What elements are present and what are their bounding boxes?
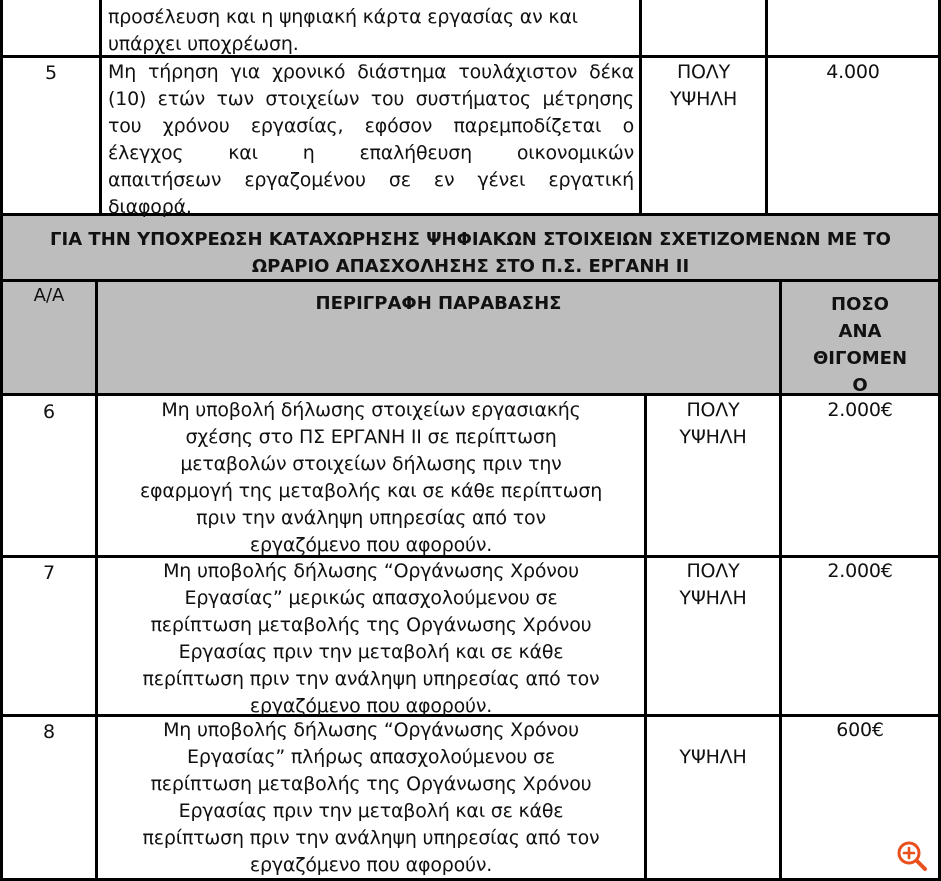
row-description: Μη υποβολής δήλωσης “Οργάνωσης Χρόνου Εργασίας” πλήρως απασχολούμενου σε περίπτωση μεταβολής της Οργάνωσης Χρόνου Εργασίας πριν την μεταβολή και σε κάθε περίπτωση πριν την ανάληψη υπηρεσίας από τον εργαζόμενο που αφορούν. (142, 719, 600, 876)
row-severity: ΠΟΛΥ ΥΨΗΛΗ (669, 61, 738, 110)
row-number: 7 (42, 562, 56, 584)
section-title: ΓΙΑ ΤΗΝ ΥΠΟΧΡΕΩΣΗ ΚΑΤΑΧΩΡΗΣΗΣ ΨΗΦΙΑΚΩΝ ΣΤΟΙΧΕΙΩΝ ΣΧΕΤΙΖΟΜΕΝΩΝ ΜΕ ΤΟ ΩΡΑΡΙΟ ΑΠΑΣΧΟΛΗΣΗΣ ΣΤΟ Π.Σ. ΕΡΓΑΝΗ ΙΙ (50, 229, 891, 277)
row-number: 6 (42, 401, 56, 423)
row-severity: ΠΟΛΥ ΥΨΗΛΗ (679, 560, 747, 609)
zoom-in-icon[interactable] (896, 840, 928, 872)
row-amount: 4.000 (826, 61, 880, 83)
row-amount: 2.000€ (827, 399, 893, 421)
column-header-amount: ΠΟΣΟ ΑΝΑ ΘΙΓΟΜΕΝ Ο (812, 294, 908, 396)
row-description: Μη υποβολής δήλωσης “Οργάνωσης Χρόνου Εργασίας” μερικώς απασχολούμενου σε περίπτωση μεταβολής της Οργάνωσης Χρόνου Εργασίας πριν την μεταβολή και σε κάθε περίπτωση πριν την ανάληψη υπηρεσίας από τον εργαζόμενο που αφορούν. (142, 560, 600, 717)
row-severity: ΠΟΛΥ ΥΨΗΛΗ (679, 399, 747, 448)
row-severity: ΥΨΗΛΗ (679, 746, 747, 768)
column-header-aa: Α/Α (33, 285, 65, 306)
column-header-description: ΠΕΡΙΓΡΑΦΗ ΠΑΡΑΒΑΣΗΣ (315, 293, 562, 314)
row-description: Μη υποβολή δήλωσης στοιχείων εργασιακής σχέσης στο ΠΣ ΕΡΓΑΝΗ ΙΙ σε περίπτωση μεταβολών στοιχείων δήλωσης πριν την εφαρμογή της μεταβολής και σε κάθε περίπτωση πριν την ανάληψη υπηρεσίας από τον εργαζόμενο που αφορούν. (139, 399, 603, 556)
row-description: Μη τήρηση για χρονικό διάστημα τουλάχιστον δέκα (10) ετών των στοιχείων του συστήματος μέτρησης του χρόνου εργασίας, εφόσον παρεμποδίζεται ο έλεγχος και η επαλήθευση οικονομικών απαιτήσεων εργαζομένου σε εν γένει εργατική διαφορά. (108, 61, 634, 218)
row-amount: 600€ (836, 719, 884, 741)
row-number: 8 (42, 721, 56, 743)
row-number: 5 (44, 62, 58, 84)
row-amount: 2.000€ (827, 560, 893, 582)
top-row-description: προσέλευση και η ψηφιακή κάρτα εργασίας αν και υπάρχει υποχρέωση. (108, 6, 578, 55)
